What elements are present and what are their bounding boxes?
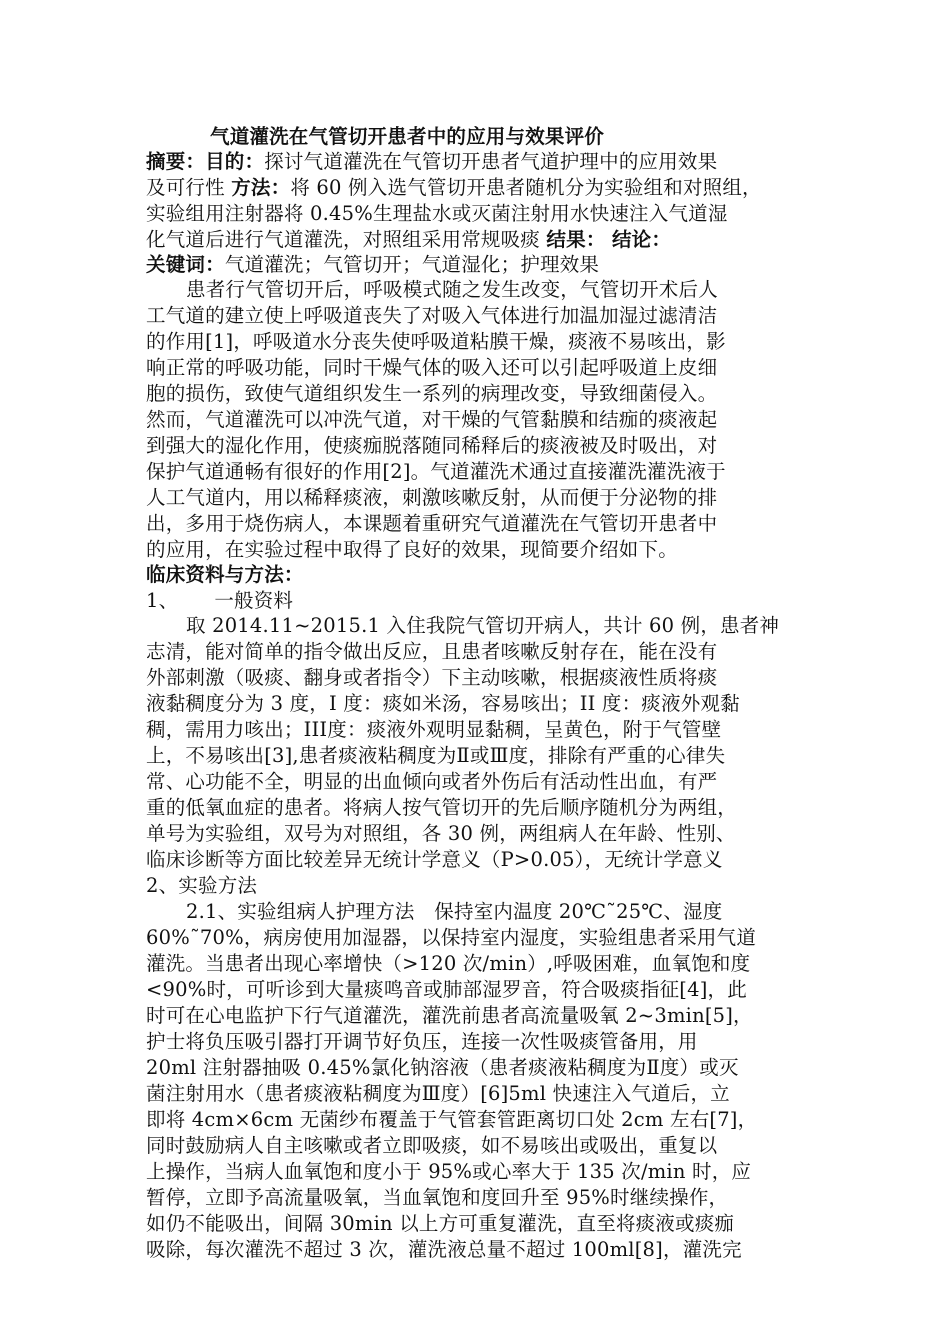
method-line: 吸除，每次灌洗不超过 3 次，灌洗液总量不超过 100ml[8]，灌洗完 [146,1238,742,1261]
methods-label: 方法： [231,176,291,199]
intro-line: 保护气道通畅有很好的作用[2]。气道灌洗术通过直接灌洗灌洗液于 [146,460,726,483]
subsection-2-heading: 2、实验方法 [146,874,258,897]
method-line: 护士将负压吸引器打开调节好负压，连接一次性吸痰管备用，用 [146,1030,698,1053]
intro-line: 胞的损伤，致使气道组织发生一系列的病理改变，导致细菌侵入。 [146,382,718,405]
general-line: 液黏稠度分为 3 度，I 度：痰如米汤，容易咳出；II 度：痰液外观黏 [146,692,740,715]
intro-line: 患者行气管切开后，呼吸模式随之发生改变，气管切开术后人 [186,278,718,301]
intro-line: 响正常的呼吸功能，同时干燥气体的吸入还可以引起呼吸道上皮细 [146,356,718,379]
method-line: <90%时，可听诊到大量痰鸣音或肺部湿罗音，符合吸痰指征[4]，此 [146,978,747,1001]
subsection-1-heading [146,588,293,614]
keywords-text: 气道灌洗；气管切开；气道湿化；护理效果 [224,253,600,276]
abstract-line-4 [146,227,671,253]
general-line: 外部刺激（吸痰、翻身或者指令）下主动咳嗽，根据痰液性质将痰 [146,666,718,689]
intro-line: 到强大的湿化作用，使痰痂脱落随同稀释后的痰液被及时吸出，对 [146,434,718,457]
intro-line: 的应用，在实验过程中取得了良好的效果，现简要介绍如下。 [146,538,678,561]
abstract-label: 摘要： [146,150,206,173]
objective-text: 探讨气道灌洗在气管切开患者气道护理中的应用效果 [264,150,718,173]
intro-line: 出，多用于烧伤病人，本课题着重研究气道灌洗在气管切开患者中 [146,512,718,535]
methods-text: 将 60 例入选气管切开患者随机分为实验组和对照组， [290,176,762,199]
conclusion-label: 结论： [611,228,672,251]
method-line: 2.1、实验组病人护理方法 保持室内温度 20℃˜25℃、湿度 [186,900,723,923]
intro-line: 工气道的建立使上呼吸道丧失了对吸入气体进行加温加湿过滤清洁 [146,304,718,327]
method-line: 同时鼓励病人自主咳嗽或者立即吸痰，如不易咳出或吸出，重复以 [146,1134,718,1157]
results-label: 结果： [546,228,606,251]
document-title: 气道灌洗在气管切开患者中的应用与效果评价 [210,125,605,148]
abstract-line-1 [146,149,717,175]
subsection-title: 一般资料 [214,589,294,612]
method-line: 如仍不能吸出，间隔 30min 以上方可重复灌洗，直至将痰液或痰痂 [146,1212,735,1235]
objective-text-cont: 及可行性 [146,176,225,199]
objective-label: 目的： [205,150,265,173]
section-heading: 临床资料与方法： [146,563,304,586]
general-line: 取 2014.11~2015.1 入住我院气管切开病人，共计 60 例，患者神 [186,614,780,637]
method-line: 时可在心电监护下行气道灌洗，灌洗前患者高流量吸氧 2~3min[5]， [146,1004,753,1027]
general-line: 志清，能对简单的指令做出反应，且患者咳嗽反射存在，能在没有 [146,640,718,663]
method-line: 60%˜70%，病房使用加湿器，以保持室内湿度，实验组患者采用气道 [146,926,757,949]
intro-line: 的作用[1]，呼吸道水分丧失使呼吸道粘膜干燥，痰液不易咳出，影 [146,330,726,353]
subsection-number: 1、 [146,589,179,612]
method-line: 即将 4cm×6cm 无菌纱布覆盖于气管套管距离切口处 2cm 左右[7]， [146,1108,758,1131]
method-line: 灌洗。当患者出现心率增快（>120 次/min）,呼吸困难，血氧饱和度 [146,952,751,975]
abstract-line-3: 实验组用注射器将 0.45%生理盐水或灭菌注射用水快速注入气道湿 [146,202,728,225]
general-line: 重的低氧血症的患者。将病人按气管切开的先后顺序随机分为两组， [146,796,738,819]
abstract-line-2 [146,175,762,201]
general-line: 常、心功能不全，明显的出血倾向或者外伤后有活动性出血，有严 [146,770,718,793]
method-line: 菌注射用水（患者痰液粘稠度为Ⅲ度）[6]5ml 快速注入气道后，立 [146,1082,730,1105]
intro-line: 然而，气道灌洗可以冲洗气道，对干燥的气管黏膜和结痂的痰液起 [146,408,718,431]
general-line: 临床诊断等方面比较差异无统计学意义（P>0.05），无统计学意义 [146,848,723,871]
intro-line: 人工气道内，用以稀释痰液，刺激咳嗽反射，从而便于分泌物的排 [146,486,718,509]
general-line: 上，不易咳出[3],患者痰液粘稠度为Ⅱ或Ⅲ度，排除有严重的心律失 [146,744,726,767]
method-line: 暂停，立即予高流量吸氧，当血氧饱和度回升至 95%时继续操作， [146,1186,729,1209]
keywords-line [146,252,599,278]
method-line: 20ml 注射器抽吸 0.45%氯化钠溶液（患者痰液粘稠度为Ⅱ度）或灭 [146,1056,739,1079]
method-line: 上操作，当病人血氧饱和度小于 95%或心率大于 135 次/min 时，应 [146,1160,752,1183]
general-line: 稠，需用力咳出；III度：痰液外观明显黏稠，呈黄色，附于气管壁 [146,718,722,741]
general-line: 单号为实验组，双号为对照组，各 30 例，两组病人在年龄、性别、 [146,822,736,845]
methods-text-end: 化气道后进行气道灌洗，对照组采用常规吸痰 [146,228,541,251]
keywords-label: 关键词： [146,253,225,276]
